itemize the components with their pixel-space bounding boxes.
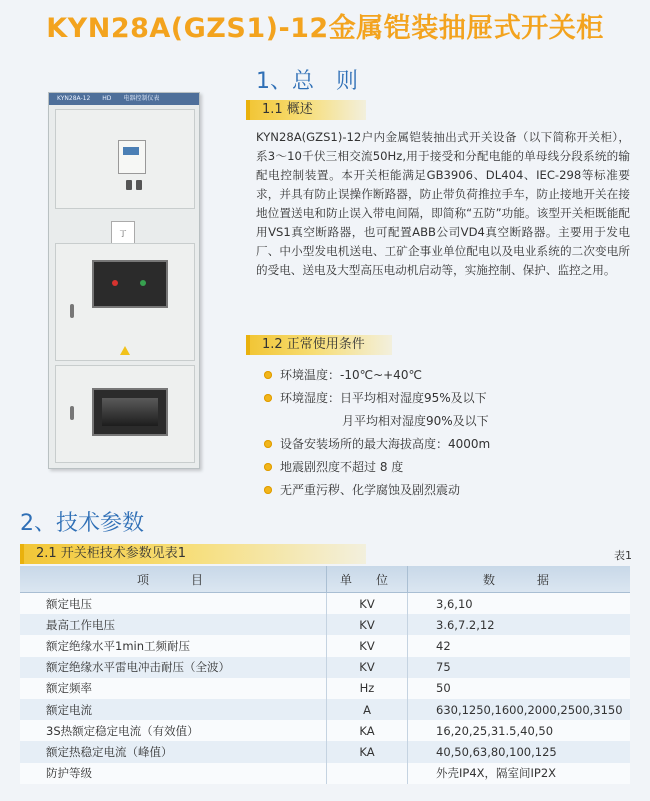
control-switch-icon (126, 180, 132, 190)
subsection-label-table: 2.1 开关柜技术参数见表1 (20, 544, 366, 564)
conditions-list (262, 364, 622, 502)
bullet-icon (264, 371, 272, 379)
cabinet-tag: 丁 (111, 221, 135, 247)
table-header-row (20, 566, 630, 593)
table-cell: 42 (408, 635, 631, 656)
table-row (20, 720, 630, 741)
table-cell: 50 (408, 678, 631, 699)
breaker-window (92, 260, 168, 308)
table-cell (327, 763, 408, 784)
table-row (20, 699, 630, 720)
cable-window-glass (102, 398, 158, 426)
cable-window (92, 388, 168, 436)
overview-paragraph: KYN28A(GZS1)-12户内金属铠装抽出式开关设备（以下简称开关柜），系3～10千伏三相交流50Hz,用于接受和分配电能的单母线分段系统的输配电控制装置。本开关柜能满足GB3906、DL404、IEC-298等标准要求，并具有防止误操作断路器，防止带负荷推拉手车，防止接地开关在接地位置送电和防止误入带电间隔，即简称“五防”功能。该型开关柜既能配用VS1真空断路器，也可配置ABB公司VD4真空断路器。主要用于发电厂、中小型发电机送电、工矿企事业单位配电以及电业系统的二次变电所的受电、送电及大型高压电动机启动等，实施控制、保护、监控之用。 (256, 130, 630, 277)
table-cell: 额定绝缘水平1min工频耐压 (20, 635, 327, 656)
list-item: 无严重污秽、化学腐蚀及剧烈震动 (262, 479, 622, 502)
technical-parameters-table (20, 566, 630, 784)
subsection-label-conditions: 1.2 正常使用条件 (246, 335, 392, 355)
control-switch-icon (136, 180, 142, 190)
table-cell: A (327, 699, 408, 720)
red-indicator-lamp (112, 280, 118, 286)
table-cell: 3S热额定稳定电流（有效值） (20, 720, 327, 741)
table-row (20, 741, 630, 762)
list-item: 环境温度：-10℃~+40℃ (262, 364, 622, 387)
table-row (20, 614, 630, 635)
table-cell: 40,50,63,80,100,125 (408, 741, 631, 762)
door-handle-icon (70, 406, 74, 420)
bullet-icon (264, 486, 272, 494)
bullet-icon (264, 394, 272, 402)
table-row (20, 763, 630, 784)
section-heading-technical: 2、技术参数 (20, 511, 144, 536)
switchgear-cabinet-image (48, 92, 200, 469)
cabinet-instrument-panel (55, 109, 195, 209)
page-title: KYN28A(GZS1)-12金属铠装抽屉式开关柜 (46, 13, 604, 44)
table-number: 表1 (614, 549, 632, 562)
cabinet-top-strip: KYN28A-12 HD 电器控制仪表 (49, 93, 199, 105)
section-heading-general: 1、总 则 (256, 69, 358, 94)
table-cell: 额定电流 (20, 699, 327, 720)
bullet-icon (264, 440, 272, 448)
table-cell: 630,1250,1600,2000,2500,3150 (408, 699, 631, 720)
table-cell: 额定热稳定电流（峰值） (20, 741, 327, 762)
table-cell: 3.6,7.2,12 (408, 614, 631, 635)
table-cell: KV (327, 635, 408, 656)
column-header-unit: 单 位 (327, 566, 408, 593)
list-item: 设备安装场所的最大海拔高度：4000m (262, 433, 622, 456)
subsection-label-overview: 1.1 概述 (246, 100, 366, 120)
table-cell: 最高工作电压 (20, 614, 327, 635)
table-cell: Hz (327, 678, 408, 699)
table-row (20, 678, 630, 699)
table-cell: 外壳IP4X，隔室间IP2X (408, 763, 631, 784)
bullet-icon (264, 463, 272, 471)
cabinet-breaker-door (55, 243, 195, 361)
table-cell: 75 (408, 657, 631, 678)
table-row (20, 657, 630, 678)
table-row (20, 593, 630, 615)
table-cell: KV (327, 657, 408, 678)
warning-sign-icon (120, 346, 130, 355)
table-cell: KV (327, 614, 408, 635)
table-row (20, 635, 630, 656)
list-item: 地震剧烈度不超过 8 度 (262, 456, 622, 479)
relay-meter-icon (118, 140, 146, 174)
table-cell: 额定频率 (20, 678, 327, 699)
table-cell: 16,20,25,31.5,40,50 (408, 720, 631, 741)
green-indicator-lamp (140, 280, 146, 286)
list-item: 月平均相对湿度90%及以下 (342, 414, 489, 428)
table-cell: 额定绝缘水平雷电冲击耐压（全波） (20, 657, 327, 678)
cabinet-cable-door (55, 365, 195, 463)
table-cell: 3,6,10 (408, 593, 631, 615)
table-cell: KA (327, 720, 408, 741)
table-cell: 额定电压 (20, 593, 327, 615)
table-cell: KV (327, 593, 408, 615)
door-handle-icon (70, 304, 74, 318)
column-header-data: 数 据 (408, 566, 631, 593)
table-cell: KA (327, 741, 408, 762)
column-header-item: 项 目 (20, 566, 327, 593)
table-cell: 防护等级 (20, 763, 327, 784)
list-item: 环境湿度：日平均相对湿度95%及以下 (262, 387, 622, 410)
